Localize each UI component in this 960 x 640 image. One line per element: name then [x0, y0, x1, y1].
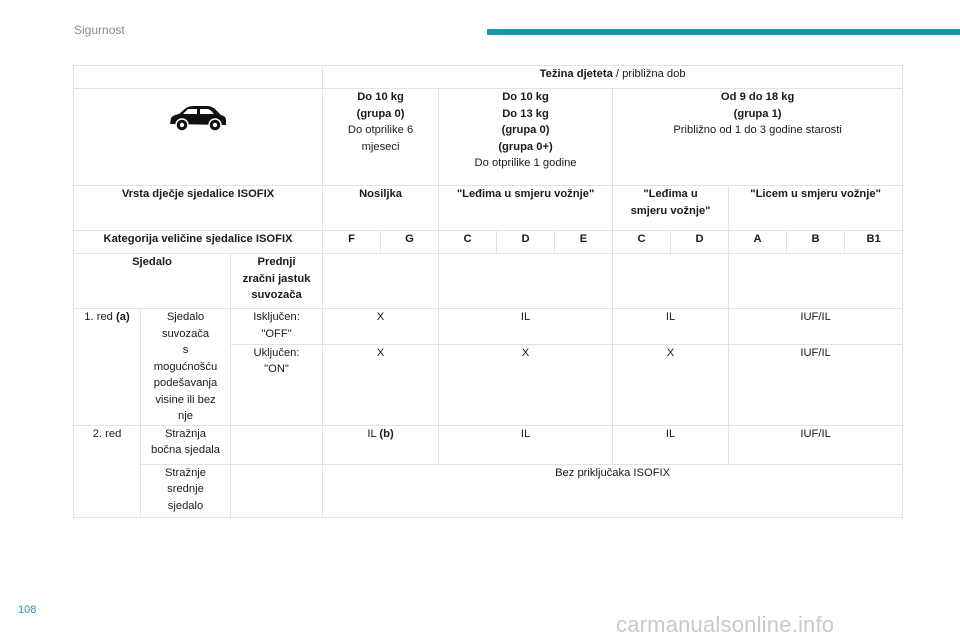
table-cell: IL	[439, 309, 613, 345]
category-code: F	[323, 231, 381, 254]
seat-header: Sjedalo	[74, 254, 231, 309]
category-code: A	[729, 231, 787, 254]
page-number: 108	[18, 604, 37, 616]
category-code: D	[497, 231, 555, 254]
empty-cell	[74, 66, 323, 89]
header-accent-bar	[487, 29, 960, 35]
table-cell: IUF/IL	[729, 425, 903, 464]
type-rear-facing: "Leđima u smjeru vožnje"	[439, 186, 613, 231]
table-cell: X	[323, 309, 439, 345]
row-label-2: 2. red	[74, 425, 141, 517]
table-cell: X	[323, 344, 439, 425]
empty-cell	[231, 464, 323, 517]
weight-group-0plus: Do 10 kg Do 13 kg (grupa 0) (grupa 0+) Do otprilike 1 godine	[439, 89, 613, 186]
table-cell: IL	[439, 425, 613, 464]
category-code: B1	[845, 231, 903, 254]
category-code: E	[555, 231, 613, 254]
section-title: Sigurnost	[74, 23, 125, 37]
airbag-on: Uključen: "ON"	[231, 344, 323, 425]
category-code: C	[613, 231, 671, 254]
weight-group-1: Od 9 do 18 kg (grupa 1) Približno od 1 do 3 godine starosti	[613, 89, 903, 186]
table-cell: IUF/IL	[729, 309, 903, 345]
seat-rear-side: Stražnja bočna sjedala	[141, 425, 231, 464]
watermark: carmanualsonline.info	[616, 612, 835, 637]
type-forward-facing: "Licem u smjeru vožnje"	[729, 186, 903, 231]
airbag-header: Prednji zračni jastuk suvozača	[231, 254, 323, 309]
seat-type-label: Vrsta dječje sjedalice ISOFIX	[74, 186, 323, 231]
weight-header: Težina djeteta / približna dob	[323, 66, 903, 89]
category-code: B	[787, 231, 845, 254]
table-cell: IL	[613, 425, 729, 464]
empty-cell	[323, 254, 439, 309]
empty-cell	[231, 425, 323, 464]
type-rear-facing-2: "Leđima u smjeru vožnje"	[613, 186, 729, 231]
empty-cell	[613, 254, 729, 309]
type-nosiljka: Nosiljka	[323, 186, 439, 231]
isofix-table	[73, 65, 903, 518]
table-cell: X	[613, 344, 729, 425]
empty-cell	[729, 254, 903, 309]
category-code: D	[671, 231, 729, 254]
category-code: G	[381, 231, 439, 254]
no-isofix-note: Bez priključaka ISOFIX	[323, 464, 903, 517]
car-icon-cell	[74, 89, 323, 186]
table-cell: IL (b)	[323, 425, 439, 464]
airbag-off: Isključen: "OFF"	[231, 309, 323, 345]
table-cell: IL	[613, 309, 729, 345]
weight-group-0: Do 10 kg (grupa 0) Do otprilike 6 mjeseci	[323, 89, 439, 186]
car-suv-icon	[167, 103, 229, 133]
seat-passenger: Sjedalo suvozača s mogućnošću podešavanja visine ili bez nje	[141, 309, 231, 426]
table-cell: IUF/IL	[729, 344, 903, 425]
table-cell: X	[439, 344, 613, 425]
category-label: Kategorija veličine sjedalice ISOFIX	[74, 231, 323, 254]
empty-cell	[439, 254, 613, 309]
category-code: C	[439, 231, 497, 254]
seat-rear-middle: Stražnje srednje sjedalo	[141, 464, 231, 517]
row-label-1: 1. red (a)	[74, 309, 141, 426]
